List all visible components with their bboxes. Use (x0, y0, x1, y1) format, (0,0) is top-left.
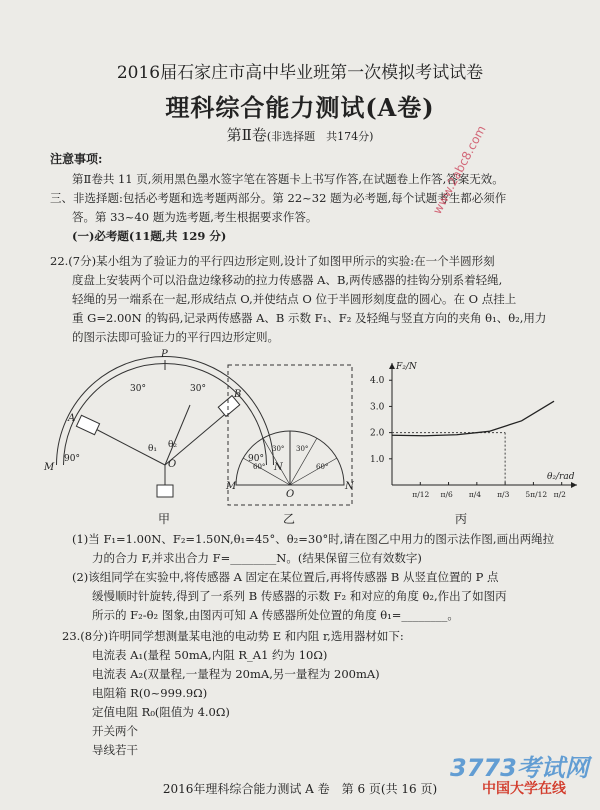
notice-line: 三、非选择题:包括必考题和选考题两部分。第 22~32 题为必考题,每个试题考生都必须作 (50, 191, 507, 205)
y-tick-label: 3.0 (370, 402, 385, 413)
y-axis-label: F₂/N (396, 362, 417, 372)
x-tick-label: π/6 (440, 490, 453, 499)
section-note: (非选择题 共174分) (266, 130, 374, 143)
figure-yi (225, 365, 355, 526)
label-angle: 90° (64, 454, 80, 464)
label-theta1: θ₁ (148, 444, 158, 454)
label-o: O (286, 489, 295, 500)
sensor-a (76, 415, 99, 434)
x-tick-label: π/12 (412, 490, 430, 499)
q22-text: 度盘上安装两个可以沿盘边缘移动的拉力传感器 A、B,两传感器的挂钩分别系着轻绳, (72, 273, 503, 287)
label-angle: 30° (190, 384, 206, 394)
watermark-side: www.2abc8.com (430, 123, 489, 217)
y-axis-arrow (389, 363, 395, 369)
label-n: N (274, 462, 283, 473)
x-tick-label: π/3 (497, 490, 510, 499)
label-n: N (345, 481, 354, 492)
x-tick-label: π/4 (468, 490, 482, 499)
label-angle: 30° (272, 445, 285, 453)
label-m: M (226, 481, 237, 492)
section-subheading: (一)必考题(11题,共 129 分) (72, 229, 227, 243)
q22-sub1: 力的合力 F,并求出合力 F=________N。(结果保留三位有效数字) (92, 551, 422, 565)
label-angle: 30° (130, 384, 146, 394)
rope-b (165, 410, 230, 465)
label-p: P (161, 349, 168, 360)
label-angle: 60° (316, 463, 329, 471)
label-o: O (168, 459, 177, 470)
series-line (392, 401, 554, 436)
notice-line: 第Ⅱ卷共 11 页,须用黑色墨水签字笔在答题卡上书写作答,在试题卷上作答,答案无效。 (72, 172, 504, 186)
page-footer: 2016年理科综合能力测试 A 卷 第 6 页(共 16 页) (162, 782, 438, 796)
label-m: M (44, 462, 55, 473)
section-heading (0, 124, 600, 145)
q22-sub2: (2)该组同学在实验中,将传感器 A 固定在某位置后,再将传感器 B 从竖直位置的 P 点 (72, 570, 499, 584)
label-a: A (68, 413, 76, 424)
q22-figures (40, 349, 580, 526)
exam-title: 理科综合能力测试(A卷) (165, 93, 435, 122)
x-tick-label: 5π/12 (525, 490, 548, 499)
q23-item: 电流表 A₂(双量程,一量程为 20mA,另一量程为 200mA) (92, 667, 380, 681)
watermark-site: 3773考试网 (450, 754, 589, 782)
q22-text: 22.(7分)某小组为了验证力的平行四边形定则,设计了如图甲所示的实验:在一个半圆形刻 (50, 254, 495, 268)
q23-item: 开关两个 (92, 724, 138, 738)
figure-bing-chart (370, 362, 577, 526)
exam-header-line: 2016届石家庄市高中毕业班第一次模拟考试试卷 (116, 63, 484, 83)
x-tick-label: π/2 (553, 490, 566, 499)
q22-text: 的图示法即可验证力的平行四边形定则。 (72, 330, 279, 344)
q23-item: 电流表 A₁(量程 50mA,内阻 R_A1 约为 10Ω) (92, 648, 328, 662)
figure-jia (43, 349, 284, 526)
q22-text: 重 G=2.00N 的钩码,记录两传感器 A、B 示数 F₁、F₂ 及轻绳与竖直方向的夹角 θ₁、θ₂,用力 (72, 311, 547, 325)
label-angle: 90° (248, 454, 264, 464)
q22-text: 轻绳的另一端系在一起,形成结点 O,并使结点 O 位于半圆形刻度盘的圆心。在 O 点挂上 (72, 292, 517, 306)
notice-line: 答。第 33~40 题为选考题,考生根据要求作答。 (72, 210, 318, 224)
label-b: B (234, 389, 242, 400)
label-theta2: θ₂ (168, 440, 178, 450)
section-label: 第Ⅱ卷 (226, 126, 267, 144)
label-angle: 30° (296, 445, 309, 453)
label-angle: 60° (253, 463, 266, 471)
hook-weight (157, 485, 173, 497)
y-tick-label: 1.0 (370, 454, 385, 465)
q22-sub1: (1)当 F₁=1.00N、F₂=1.50N,θ₁=45°、θ₂=30°时,请在图乙中用力的图示法作图,画出两绳拉 (72, 532, 555, 546)
q22-sub2: 缓慢顺时针旋转,得到了一系列 B 传感器的示数 F₂ 和对应的角度 θ₂,作出了如图丙 (92, 589, 507, 603)
caption-bing: 丙 (455, 512, 468, 526)
rope-b (165, 405, 190, 465)
caption-yi: 乙 (283, 512, 296, 526)
y-tick-label: 4.0 (370, 376, 385, 387)
q23-item: 电阻箱 R(0~999.9Ω) (92, 686, 208, 700)
watermark-slogan: 中国大学在线 (482, 781, 566, 797)
notice-heading: 注意事项: (50, 152, 103, 166)
x-axis-label: θ₂/rad (547, 472, 575, 482)
x-axis-arrow (571, 482, 577, 488)
y-tick-label: 2.0 (370, 428, 385, 439)
q23-text: 23.(8分)许明同学想测量某电池的电动势 E 和内阻 r,选用器材如下: (62, 629, 404, 643)
q23-item: 定值电阻 R₀(阻值为 4.0Ω) (92, 705, 230, 719)
caption-jia: 甲 (158, 512, 171, 526)
q22-sub2: 所示的 F₂-θ₂ 图象,由图丙可知 A 传感器所处位置的角度 θ₁=________。 (92, 608, 459, 622)
q23-item: 导线若干 (92, 743, 138, 757)
